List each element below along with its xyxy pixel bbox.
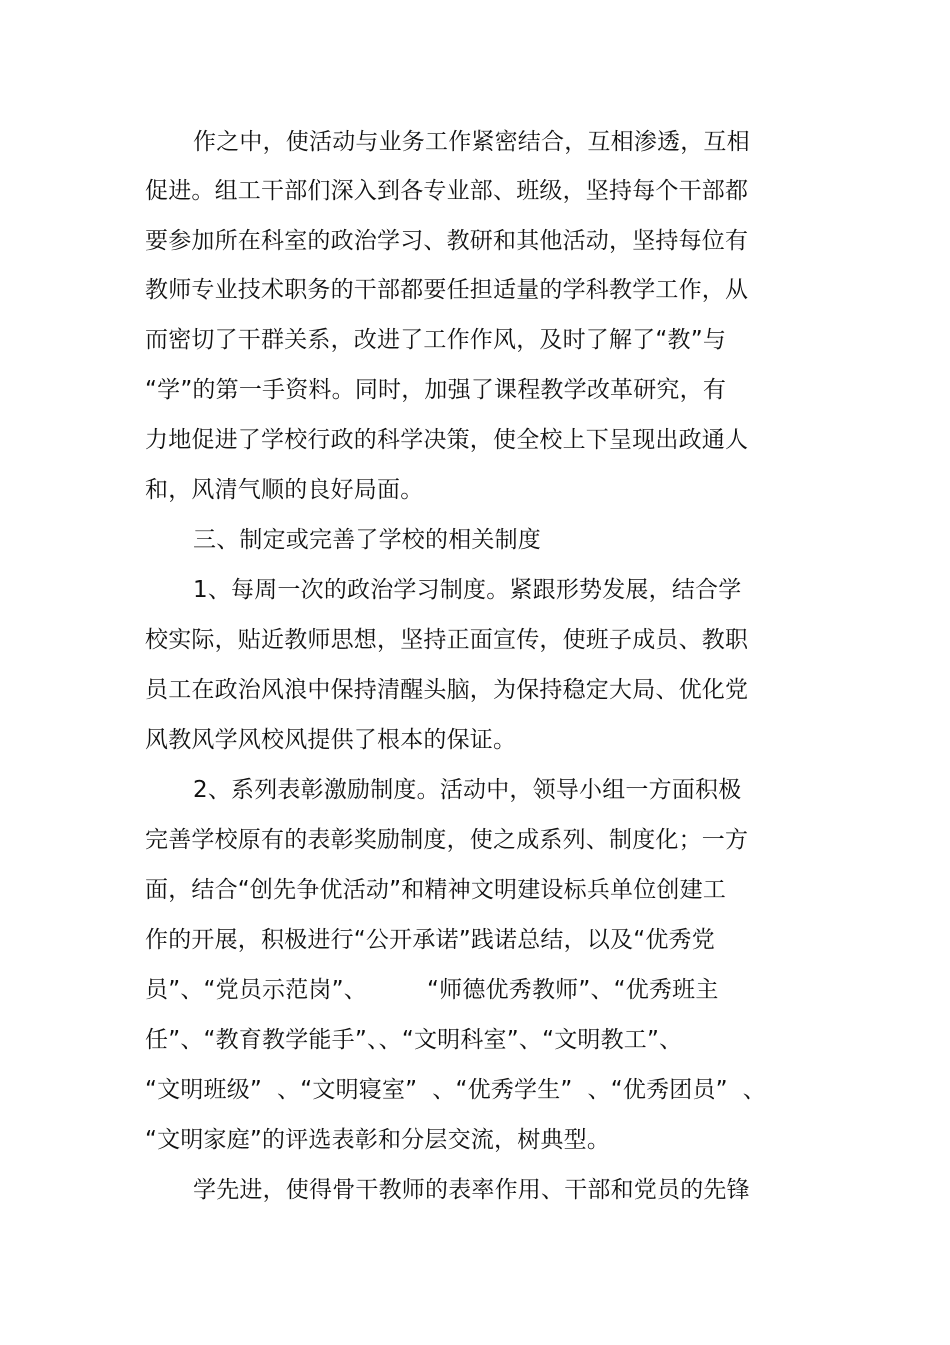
paragraph-line: 员工在政治风浪中保持清醒头脑，为保持稳定大局、优化党 (145, 677, 749, 703)
paragraph-line: 学先进，使得骨干教师的表率作用、干部和党员的先锋 (193, 1177, 750, 1203)
paragraph-line: 和，风清气顺的良好局面。 (145, 477, 424, 503)
paragraph-line: 要参加所在科室的政治学习、教研和其他活动，坚持每位有 (145, 228, 749, 254)
paragraph-line: 校实际，贴近教师思想，坚持正面宣传，使班子成员、教职 (145, 627, 749, 653)
paragraph-line: 完善学校原有的表彰奖励制度，使之成系列、制度化；一方 (145, 827, 749, 853)
paragraph-line: 教师专业技术职务的干部都要任担适量的学科教学工作，从 (145, 277, 749, 303)
paragraph-line: 促进。组工干部们深入到各专业部、班级，坚持每个干部都 (145, 178, 749, 204)
paragraph-line: “文明班级” 、“文明寝室” 、“优秀学生” 、“优秀团员” 、 (145, 1077, 767, 1103)
paragraph-line: 1、每周一次的政治学习制度。紧跟形势发展，结合学 (193, 577, 742, 603)
paragraph-line: 面，结合“创先争优活动”和精神文明建设标兵单位创建工 (145, 877, 727, 903)
paragraph-line: 任”、“教育教学能手”、、“文明科室”、“文明教工”、 (145, 1027, 683, 1053)
paragraph-line: 作之中，使活动与业务工作紧密结合，互相渗透，互相 (193, 129, 750, 155)
paragraph-line: 作的开展，积极进行“公开承诺”践诺总结，以及“优秀党 (145, 927, 715, 953)
paragraph-line: 风教风学风校风提供了根本的保证。 (145, 727, 517, 753)
paragraph-line: “学”的第一手资料。同时，加强了课程教学改革研究，有 (145, 377, 727, 403)
paragraph-line: 员”、“党员示范岗”、 “师德优秀教师”、“优秀班主 (145, 977, 719, 1003)
paragraph-line: 2、系列表彰激励制度。活动中，领导小组一方面积极 (193, 777, 742, 803)
paragraph-line: 力地促进了学校行政的科学决策，使全校上下呈现出政通人 (145, 427, 749, 453)
paragraph-line: 而密切了干群关系，改进了工作作风，及时了解了“教”与 (145, 327, 727, 353)
section-heading: 三、制定或完善了学校的相关制度 (193, 527, 541, 553)
paragraph-line: “文明家庭”的评选表彰和分层交流，树典型。 (145, 1127, 611, 1153)
